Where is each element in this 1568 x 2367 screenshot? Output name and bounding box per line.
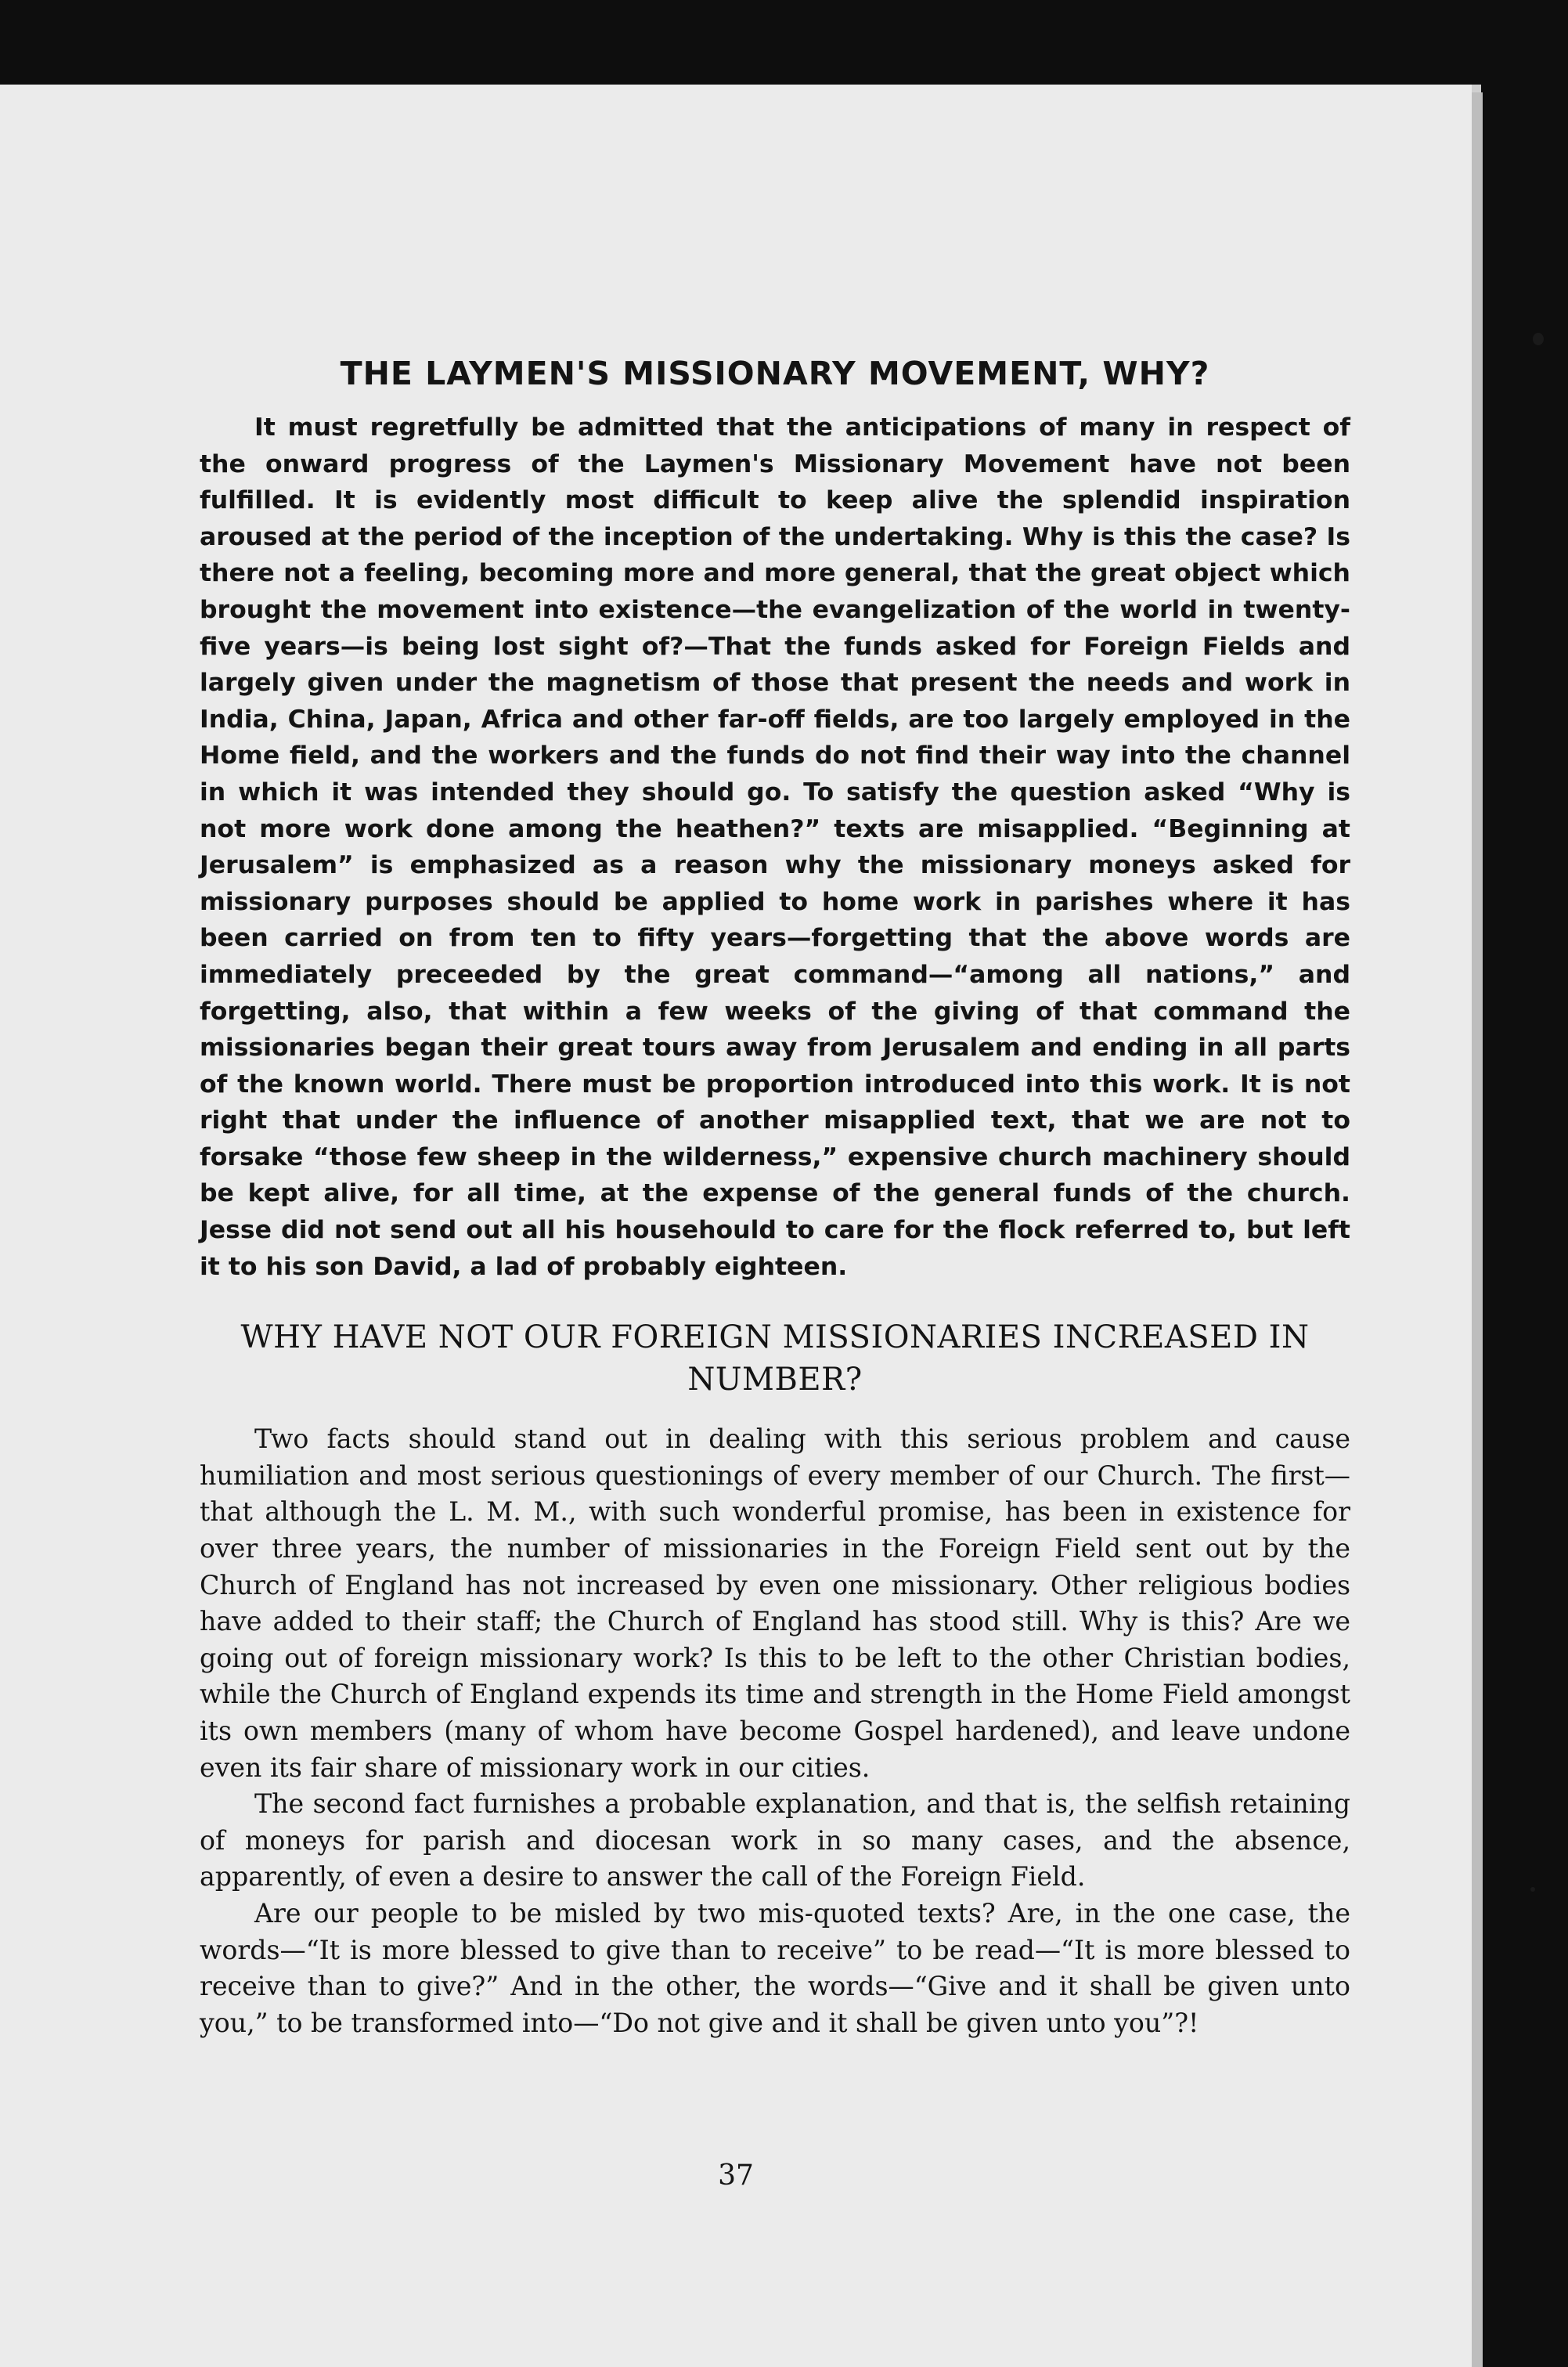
body-paragraph-2: The second fact furnishes a probable explanation, and that is, the selfish retaining of moneys for parish and diocesan work in so many cases, and the absence, apparently, of even a desire to answer the call of the Foreign Field. — [200, 1788, 1350, 1893]
page-edge-shadow — [1472, 92, 1483, 2367]
section-body-paragraph: It must regretfully be admitted that the anticipations of many in respect of the onward progress of the Laymen's Missionary Movement have not been fulfilled. It is evidently most difficult to keep alive the splendid inspiration aroused at the period of the inception of the undertaking. Why is this the case? Is there not a feeling, becoming more and more general, that the great object which brought the movement into existence—the evangelization of the world in twenty-five years—is being lost sight of?—That the funds asked for Foreign Fields and largely given under the magnetism of those that present the needs and work in India, China, Japan, Africa and other far-off fields, are too largely employed in the Home field, and the workers and the funds do not find their way into the channel in which it was intended they should go. To satisfy the question asked “Why is not more work done among the heathen?” texts are misapplied. “Beginning at Jerusalem” is emphasized as a reason why the missionary moneys asked for missionary purposes should be applied to home work in parishes where it has been carried on from ten to fifty years—forgetting that the above words are immediately preceeded by the great command—“among all nations,” and forgetting, also, that within a few weeks of the giving of that command the missionaries began their great tours away from Jerusalem and ending in all parts of the known world. There must be proportion introduced into this work. It is not right that under the influence of another misapplied text, that we are not to forsake “those few sheep in the wilderness,” expensive church machinery should be kept alive, for all time, at the expense of the general funds of the church. Jesse did not send out all his househould to care for the flock referred to, but left it to his son David, a lad of probably eighteen. — [200, 413, 1350, 1281]
document-page — [0, 85, 1472, 2367]
section-title-laymens-movement: THE LAYMEN'S MISSIONARY MOVEMENT, WHY? — [340, 355, 1210, 392]
page-number: 37 — [718, 2160, 754, 2192]
body-paragraph-1: Two facts should stand out in dealing with this serious problem and cause humiliation and most serious questionings of every member of our Church. The first—that although the L. M. M., with such wonderful promise, has been in existence for over three years, the number of missionaries in the Foreign Field sent out by the Church of England has not increased by even one missionary. Other religious bodies have added to their staff; the Church of England has stood still. Why is this? Are we going out of foreign missionary work? Is this to be left to the other Christian bodies, while the Church of England expends its time and strength in the Home Field amongst its own members (many of whom have become Gospel hardened), and leave undone even its fair share of missionary work in our cities. — [200, 1423, 1350, 1783]
body-paragraph-3: Are our people to be misled by two mis-quoted texts? Are, in the one case, the words—“It is more blessed to give than to receive” to be read—“It is more blessed to receive than to give?” And in the other, the words—“Give and it shall be given unto you,” to be transformed into—“Do not give and it shall be given unto you”?! — [200, 1897, 1350, 2038]
section-title-foreign-missionaries: WHY HAVE NOT OUR FOREIGN MISSIONARIES INCREASED IN NUMBER? — [240, 1319, 1310, 1398]
page-content — [200, 355, 1350, 2041]
